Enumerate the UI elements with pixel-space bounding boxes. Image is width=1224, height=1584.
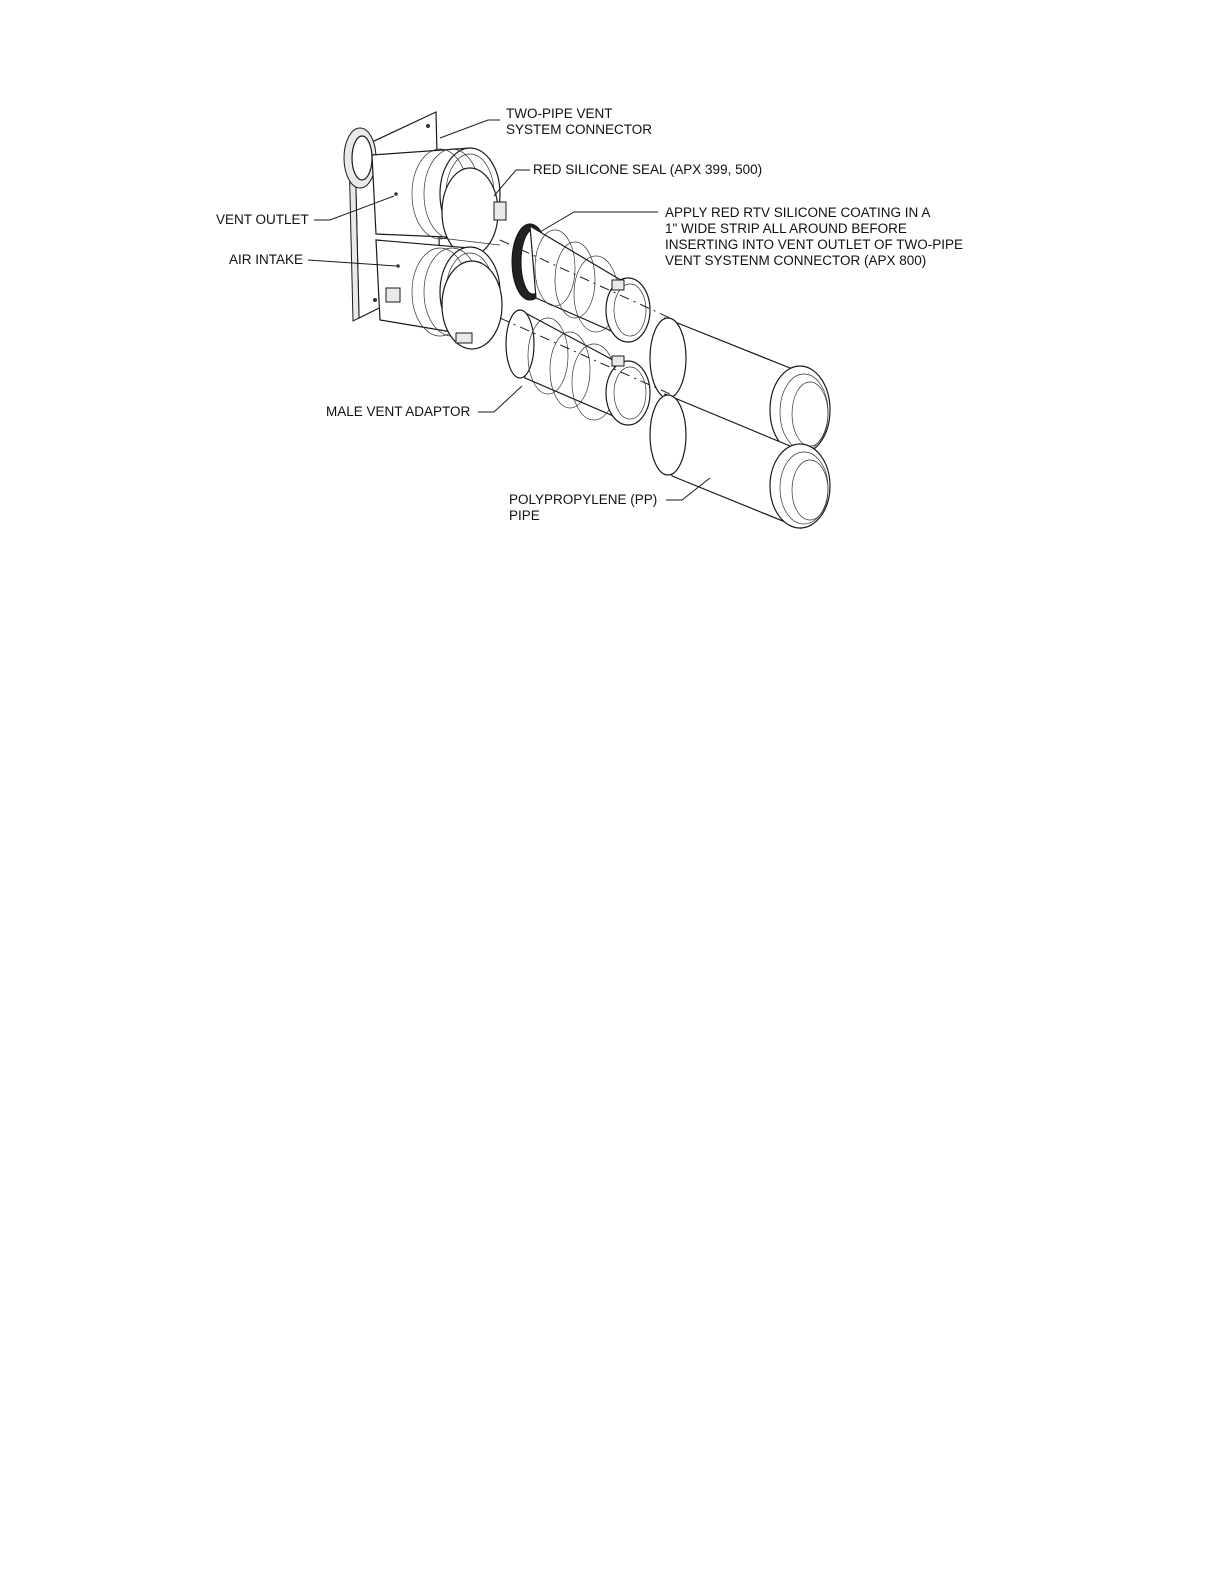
label-apply-rtv-line-4: VENT SYSTENM CONNECTOR (APX 800) <box>665 253 927 268</box>
lower-hose-clamp <box>442 261 502 349</box>
label-two-pipe-vent <box>506 106 652 138</box>
label-apply-rtv-line-3: INSERTING INTO VENT OUTLET OF TWO-PIPE <box>665 237 964 252</box>
label-air-intake-text: AIR INTAKE <box>229 252 304 267</box>
rear-flange <box>344 128 376 188</box>
label-apply-rtv-line-2: 1" WIDE STRIP ALL AROUND BEFORE <box>665 221 907 236</box>
label-pp-pipe <box>509 492 657 524</box>
label-red-silicone-seal <box>533 162 762 178</box>
label-pp-pipe-line-1: POLYPROPYLENE (PP) <box>509 492 658 507</box>
label-pp-pipe-line-2: PIPE <box>509 508 540 523</box>
label-two-pipe-vent-line-1: TWO-PIPE VENT <box>506 106 613 121</box>
label-two-pipe-vent-line-2: SYSTEM CONNECTOR <box>506 122 653 137</box>
leader-two-pipe-vent <box>440 120 500 138</box>
label-apply-rtv <box>665 205 963 269</box>
label-red-silicone-seal-text: RED SILICONE SEAL (APX 399, 500) <box>533 162 763 177</box>
label-air-intake <box>229 252 303 268</box>
leader-male-vent-adaptor <box>478 386 522 412</box>
label-apply-rtv-line-1: APPLY RED RTV SILICONE COATING IN A <box>665 205 931 220</box>
label-male-vent-adaptor-text: MALE VENT ADAPTOR <box>326 404 471 419</box>
label-male-vent-adaptor <box>326 404 470 420</box>
label-vent-outlet-text: VENT OUTLET <box>216 212 309 227</box>
label-vent-outlet <box>216 212 309 228</box>
leader-apply-rtv <box>540 212 658 232</box>
